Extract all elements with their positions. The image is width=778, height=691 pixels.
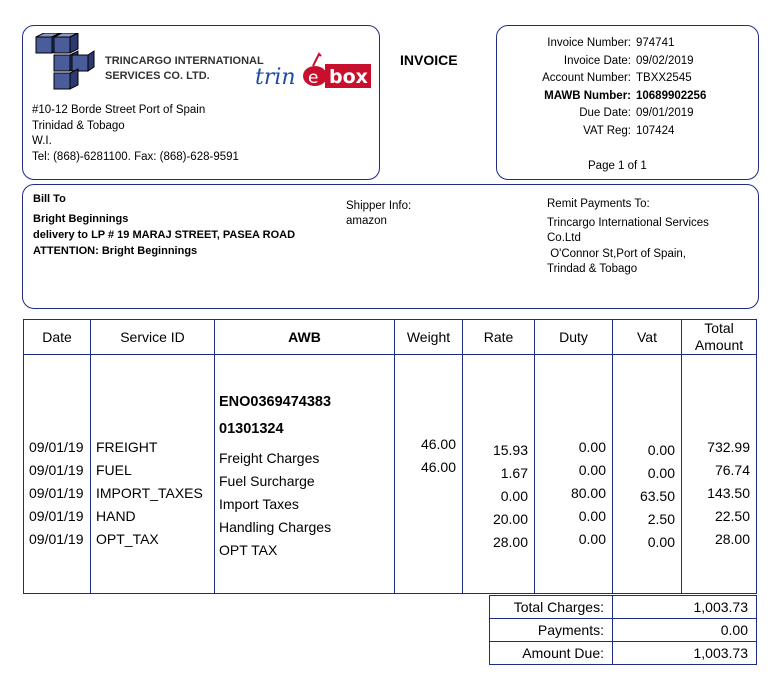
amount-due-row: Amount Due: 1,003.73	[490, 642, 757, 665]
col-header-date: Date	[24, 320, 91, 355]
bill-to-section: Bill To Bright Beginnings delivery to LP # 19 MARAJ STREET, PASEA ROAD ATTENTION: Bright Beginnings	[33, 193, 296, 257]
invoice-fields	[500, 37, 755, 143]
bill-to-heading: Bill To	[33, 193, 66, 205]
col-header-weight: Weight	[395, 320, 463, 355]
table-body-row	[24, 355, 757, 594]
col-header-rate: Rate	[463, 320, 535, 355]
total-column: 732.99 76.74 143.50 22.50 28.00	[682, 355, 757, 594]
shipper-info: Shipper Info: amazon	[346, 200, 412, 227]
trinebox-logo	[255, 50, 373, 90]
totals-table	[489, 595, 757, 665]
company-logo-cubes	[32, 33, 96, 93]
duty-column: 0.00 0.00 80.00 0.00 0.00	[535, 355, 613, 594]
company-address: #10-12 Borde Street Port of Spain Trinidad & Tobago W.I. Tel: (868)-6281100. Fax: (868)-628-9591	[32, 104, 239, 163]
weight-column: 46.00 46.00	[395, 355, 463, 594]
invoice-field-row: Invoice Number: 974741	[547, 37, 675, 49]
col-header-awb: AWB	[215, 320, 395, 355]
awb-number: ENO0369474383	[219, 394, 332, 410]
col-header-vat: Vat	[613, 320, 682, 355]
awb-column: ENO0369474383 01301324 Freight Charges Fuel Surcharge Import Taxes Handling Charges OPT TAX	[215, 355, 395, 594]
svg-text:box: box	[329, 66, 368, 88]
awb-number-cont: 01301324	[219, 421, 284, 437]
col-header-service: Service ID	[91, 320, 215, 355]
total-charges-row: Total Charges: 1,003.73	[490, 596, 757, 619]
charges-table	[23, 319, 757, 594]
page-number: Page 1 of 1	[588, 160, 647, 172]
table-header-row	[24, 320, 757, 355]
remit-section: Remit Payments To: Trincargo International Services Co.Ltd O'Connor St,Port of Spain, Trindad & Tobago	[547, 198, 709, 276]
svg-text:e: e	[308, 68, 319, 88]
date-column: 09/01/19 09/01/19 09/01/19 09/01/19 09/01/19	[24, 355, 91, 594]
col-header-duty: Duty	[535, 320, 613, 355]
payments-row: Payments: 0.00	[490, 619, 757, 642]
service-column: FREIGHT FUEL IMPORT_TAXES HAND OPT_TAX	[91, 355, 215, 594]
col-header-total: Total Amount	[682, 320, 757, 355]
invoice-field-row: Due Date: 09/01/2019	[579, 107, 694, 120]
vat-column: 0.00 0.00 63.50 2.50 0.00	[613, 355, 682, 594]
invoice-field-row: MAWB Number: 10689902256	[544, 89, 707, 102]
invoice-field-row: Account Number: TBXX2545	[542, 72, 692, 85]
rate-column: 15.93 1.67 0.00 20.00 28.00	[463, 355, 535, 594]
svg-text:trin: trin	[255, 65, 296, 90]
invoice-field-row: VAT Reg: 107424	[583, 124, 675, 137]
invoice-field-row: Invoice Date: 09/02/2019	[563, 54, 694, 67]
invoice-title: INVOICE	[400, 52, 458, 68]
company-name: TRINCARGO INTERNATIONAL SERVICES CO. LTD.	[105, 55, 264, 82]
